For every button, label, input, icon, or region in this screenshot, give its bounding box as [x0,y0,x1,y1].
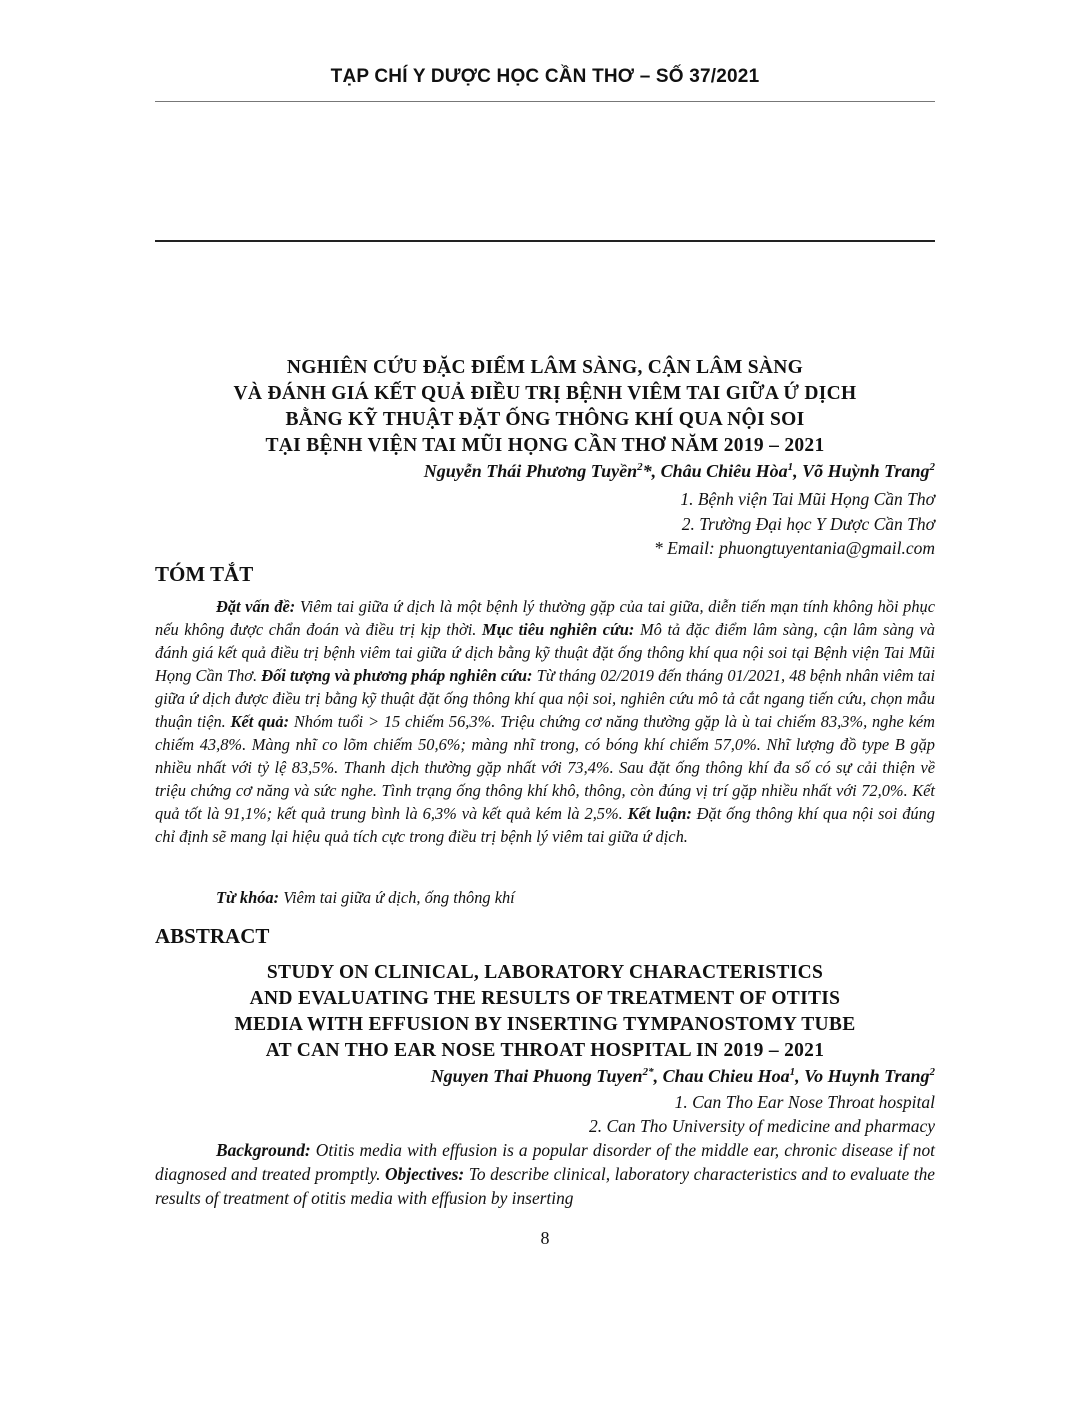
title-line: AND EVALUATING THE RESULTS OF TREATMENT OF OTITIS [249,988,841,1009]
vietnamese-authors [424,461,935,482]
author-affiliation-mark: 1 [789,1066,796,1078]
author-separator: , [651,461,661,481]
abstract-heading: ABSTRACT [155,924,270,948]
abstract-text: Mô tả đặc điểm lâm sàng, cận lâm sàng và đánh giá kết quả điều trị bệnh viêm tai giữa ứ dịch bằng kỹ thuật đặt ống thông khí qua nội soi tại Bệnh viện Tai Mũi Họng Cần Thơ. [155,620,936,685]
keywords-label: Từ khóa: [216,888,280,907]
title-line: VÀ ĐÁNH GIÁ KẾT QUẢ ĐIỀU TRỊ BỆNH VIÊM TAI GIỮA Ứ DỊCH [233,383,857,404]
abstract-label: Objectives: [385,1164,465,1184]
abstract-text: To describe clinical, laboratory characteristics and to evaluate the results of treatment of otitis media with effusion by inserting [155,1164,935,1208]
english-abstract [155,1138,935,1210]
page-number: 8 [540,1228,550,1248]
author-affiliation-mark: 1 [787,461,794,473]
author-name: Vo Huynh Trang [804,1066,930,1086]
affiliation: 1. Can Tho Ear Nose Throat hospital [674,1092,935,1112]
corresponding-mark: * [642,461,652,481]
abstract-text: Viêm tai giữa ứ dịch là một bệnh lý thường gặp của tai giữa, diễn tiến mạn tính không hồi phục nếu không được chẩn đoán và điều trị kịp thời. [155,597,935,639]
affiliation: 2. Can Tho University of medicine and pharmacy [588,1116,935,1136]
vietnamese-title [155,355,935,459]
abstract-text: Nhóm tuổi > 15 chiếm 56,3%. Triệu chứng cơ năng thường gặp là ù tai chiếm 83,3%, nghe kém chiếm 43,8%. Màng nhĩ co lõm chiếm 50,6%; màng nhĩ trong, có bóng khí chiếm 57,0%. Nhĩ lượng đồ type B gặp nhiều nhất với tỷ lệ 83,5%. Thanh dịch thường gặp nhất với 73,4%. Sau đặt ống thông khí đa số có sự cải thiện về triệu chứng cơ năng và sức nghe. Tình trạng ống thông khí khô, thông, còn đúng vị trí gặp nhiều nhất với 72,0%. Kết quả tốt là 91,1%; kết quả trung bình là 6,3% và kết quả kém là 2,5%. [155,712,935,823]
header-rule [155,101,935,102]
author-affiliation-mark: 2 [929,1066,935,1078]
author-separator: , [653,1066,663,1086]
title-line: STUDY ON CLINICAL, LABORATORY CHARACTERISTICS [266,962,824,983]
english-authors [431,1066,935,1087]
affiliation: 1. Bệnh viện Tai Mũi Họng Cần Thơ [680,489,935,509]
abstract-label: Kết quả: [230,712,290,731]
title-line: TẠI BỆNH VIỆN TAI MŨI HỌNG CẦN THƠ NĂM 2019 – 2021 [265,435,825,456]
abstract-label: Mục tiêu nghiên cứu: [482,620,635,639]
summary-heading: TÓM TẮT [155,562,254,586]
title-line: MEDIA WITH EFFUSION BY INSERTING TYMPANOSTOMY TUBE [234,1014,856,1035]
abstract-text: Otitis media with effusion is a popular disorder of the middle ear, chronic disease if not diagnosed and treated promptly. [155,1140,935,1184]
author-name: Nguyễn Thái Phương Tuyền [423,461,638,481]
abstract-text: Từ tháng 02/2019 đến tháng 01/2021, 48 bệnh nhân viêm tai giữa ứ dịch được điều trị bằng kỹ thuật đặt ống thông khí qua nội soi, nghiên cứu mô tả cắt ngang tiến cứu, chọn mẫu thuận tiện. [155,666,936,731]
vietnamese-abstract [155,595,935,848]
author-name: Chau Chieu Hoa [662,1066,790,1086]
abstract-label: Background: [216,1140,311,1160]
abstract-label: Kết luận: [627,804,692,823]
keywords-text: Viêm tai giữa ứ dịch, ống thông khí [279,888,515,907]
abstract-text: Đặt ống thông khí qua nội soi đúng chỉ định sẽ mang lại hiệu quả tích cực trong điều trị bệnh lý viêm tai giữa ứ dịch. [155,804,935,846]
author-affiliation-mark: 2 [929,461,935,473]
section-divider [155,240,935,242]
author-name: Châu Chiêu Hòa [660,461,788,481]
author-separator: , [793,461,803,481]
abstract-label: Đặt vấn đề: [216,597,296,616]
affiliation: 2. Trường Đại học Y Dược Cần Thơ [681,514,935,534]
title-line: AT CAN THO EAR NOSE THROAT HOSPITAL IN 2019 – 2021 [265,1040,825,1061]
keywords [216,888,515,908]
title-line: BẰNG KỸ THUẬT ĐẶT ỐNG THÔNG KHÍ QUA NỘI SOI [285,409,805,430]
contact-email: * Email: phuongtuyentania@gmail.com [654,538,935,558]
title-line: NGHIÊN CỨU ĐẶC ĐIỂM LÂM SÀNG, CẬN LÂM SÀNG [286,357,804,378]
author-affiliation-mark: 2* [642,1066,654,1078]
author-affiliation-mark: 2 [637,461,643,473]
author-separator: , [795,1066,805,1086]
journal-header: TẠP CHÍ Y DƯỢC HỌC CẦN THƠ – SỐ 37/2021 [330,66,760,87]
english-title [155,960,935,1064]
author-name: Võ Huỳnh Trang [802,461,930,481]
author-name: Nguyen Thai Phuong Tuyen [430,1066,643,1086]
abstract-label: Đối tượng và phương pháp nghiên cứu: [261,666,533,685]
